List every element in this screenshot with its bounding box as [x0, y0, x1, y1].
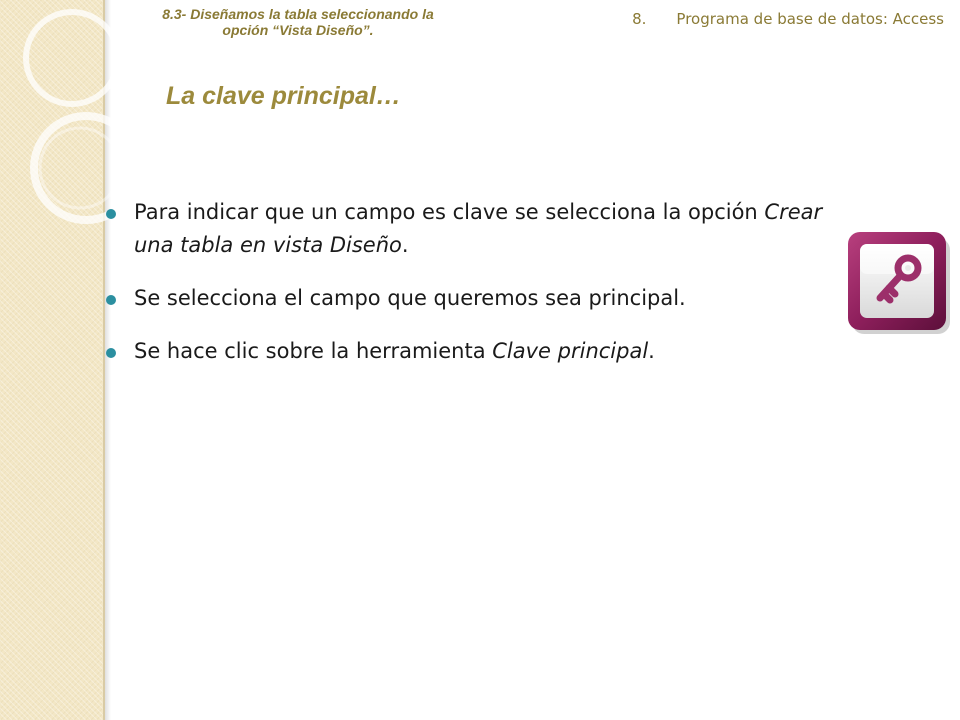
bullet-item: Se hace clic sobre la herramienta Clave principal.: [106, 335, 826, 368]
access-key-logo-icon: [846, 226, 952, 336]
bullet-list: [106, 196, 826, 388]
chapter-number: 8.: [632, 10, 647, 28]
bullet-icon: [106, 209, 116, 219]
bullet-icon: [106, 295, 116, 305]
chapter-title: Programa de base de datos: Access: [676, 10, 944, 28]
section-heading-line1: 8.3- Diseñamos la tabla seleccionando la: [162, 6, 434, 22]
section-heading-line2: opción “Vista Diseño”.: [222, 22, 374, 38]
chapter-header: [632, 10, 944, 28]
bullet-item: Para indicar que un campo es clave se selecciona la opción Crear una tabla en vista Diseño.: [106, 196, 826, 262]
section-heading: [108, 6, 488, 38]
bullet-item: Se selecciona el campo que queremos sea principal.: [106, 282, 826, 315]
bullet-icon: [106, 348, 116, 358]
slide-title: La clave principal…: [166, 82, 401, 110]
